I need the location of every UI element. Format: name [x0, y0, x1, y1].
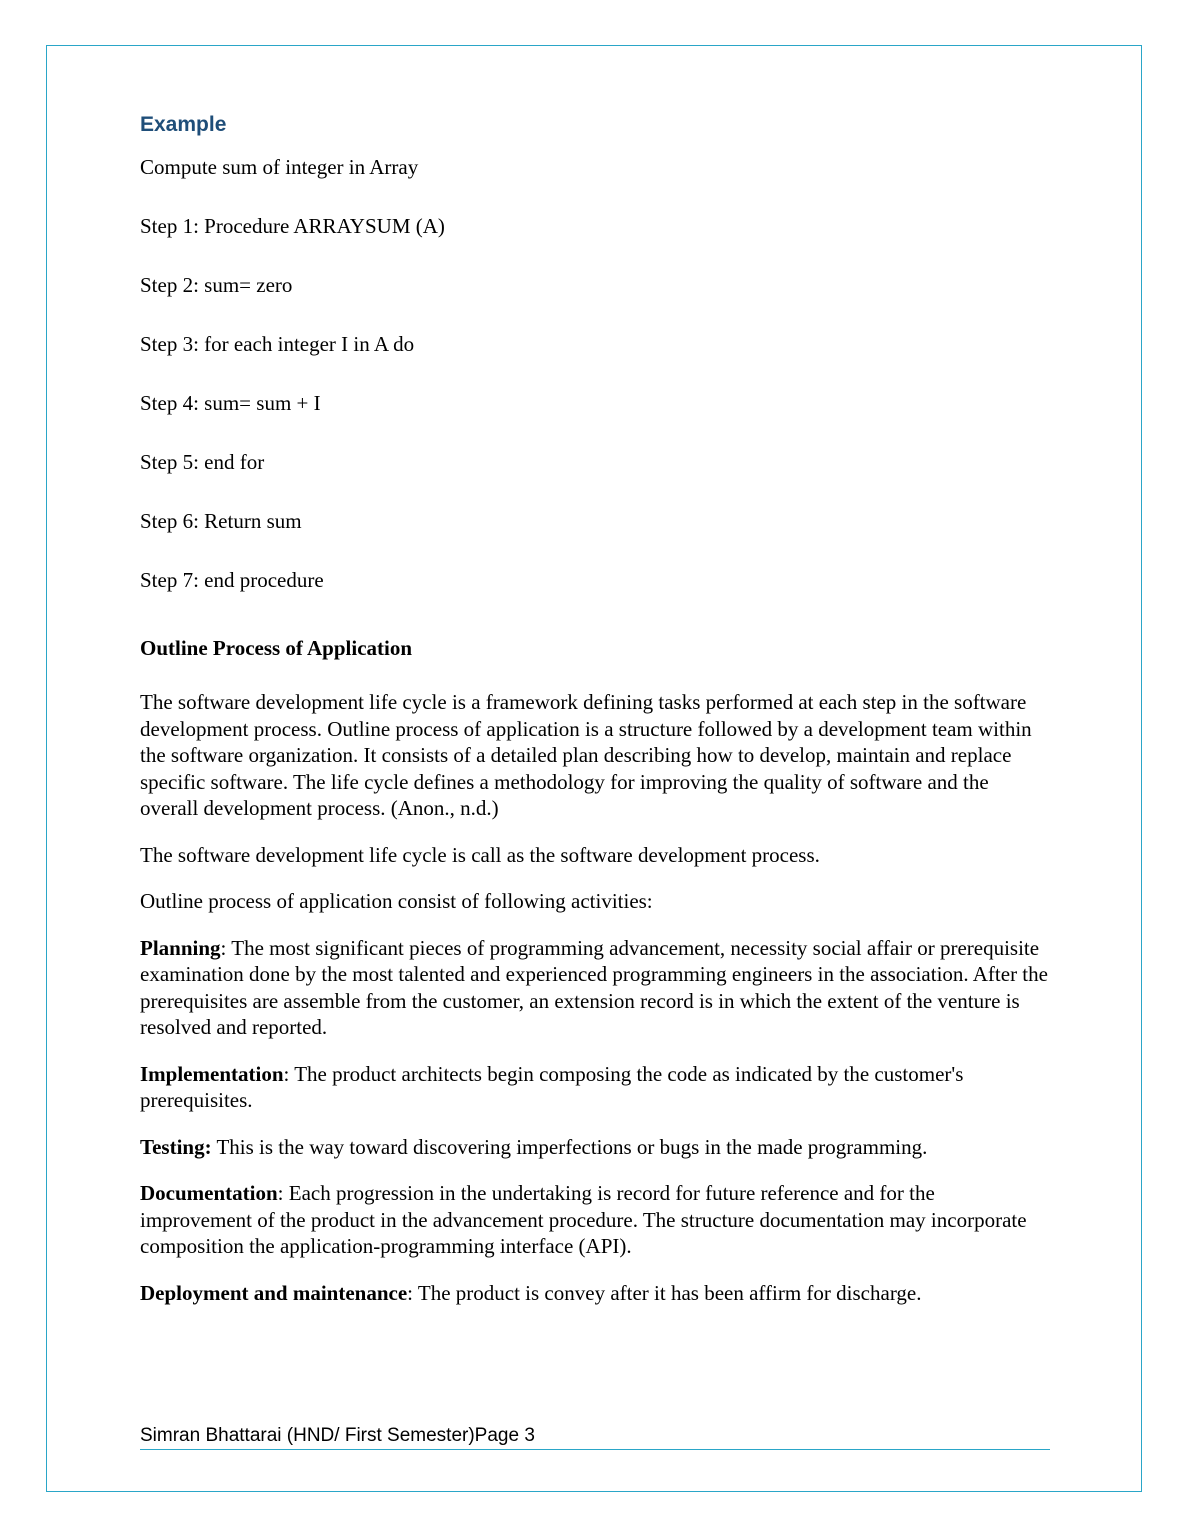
page-footer: Simran Bhattarai (HND/ First Semester)Page 3: [140, 1422, 1050, 1450]
step-line: Step 4: sum= sum + I: [140, 391, 321, 415]
step-line: Step 3: for each integer I in A do: [140, 332, 415, 356]
step-line: Step 5: end for: [140, 450, 265, 474]
step-line: Step 2: sum= zero: [140, 273, 293, 297]
outline-heading: Outline Process of Application: [140, 636, 413, 660]
activity-text: : The product is convey after it has been affirm for discharge.: [407, 1280, 922, 1305]
activity-term: Implementation: [140, 1061, 284, 1086]
outline-paragraph: The software development life cycle is a framework defining tasks performed at each step in the software development process. Outline process of application is a structure followed by a development team within the software organization. It consists of a detailed plan describing how to develop, maintain and replace specific software. The life cycle defines a methodology for improving the quality of software and the overall development process. (Anon., n.d.): [140, 690, 1032, 820]
activity-term: Documentation: [140, 1181, 278, 1205]
activity-documentation: [140, 1180, 1050, 1260]
example-intro: Compute sum of integer in Array: [140, 155, 419, 179]
step-line: Step 7: end procedure: [140, 568, 324, 592]
step-line: Step 1: Procedure ARRAYSUM (A): [140, 214, 445, 238]
activity-term: Testing:: [140, 1134, 212, 1159]
activity-term: Deployment and maintenance: [140, 1280, 408, 1305]
outline-paragraph: Outline process of application consist of following activities:: [140, 889, 653, 913]
activity-text: : The most significant pieces of programming advancement, necessity social affair or prerequisite examination done by the most talented and experienced programming engineers in the association. After the prerequisites are assemble from the customer, an extension record is in which the extent of the venture is resolved and reported.: [140, 935, 1048, 1039]
step-line: Step 6: Return sum: [140, 509, 302, 533]
activity-text: : Each progression in the undertaking is record for future reference and for the improvement of the product in the advancement procedure. The structure documentation may incorporate composition the application-programming interface (API).: [140, 1181, 1027, 1258]
outline-paragraph: The software development life cycle is call as the software development process.: [140, 842, 820, 867]
activity-text: This is the way toward discovering imperfections or bugs in the made programming.: [211, 1134, 928, 1159]
activity-implementation: [140, 1061, 1050, 1114]
activity-text: : The product architects begin composing the code as indicated by the customer's prerequisites.: [140, 1061, 964, 1112]
activity-testing: [140, 1134, 1050, 1161]
example-heading: Example: [140, 113, 227, 136]
activity-planning: [140, 935, 1050, 1041]
activity-term: Planning: [140, 935, 221, 960]
document-body: [140, 110, 1050, 1306]
activity-deployment: [140, 1280, 1050, 1307]
